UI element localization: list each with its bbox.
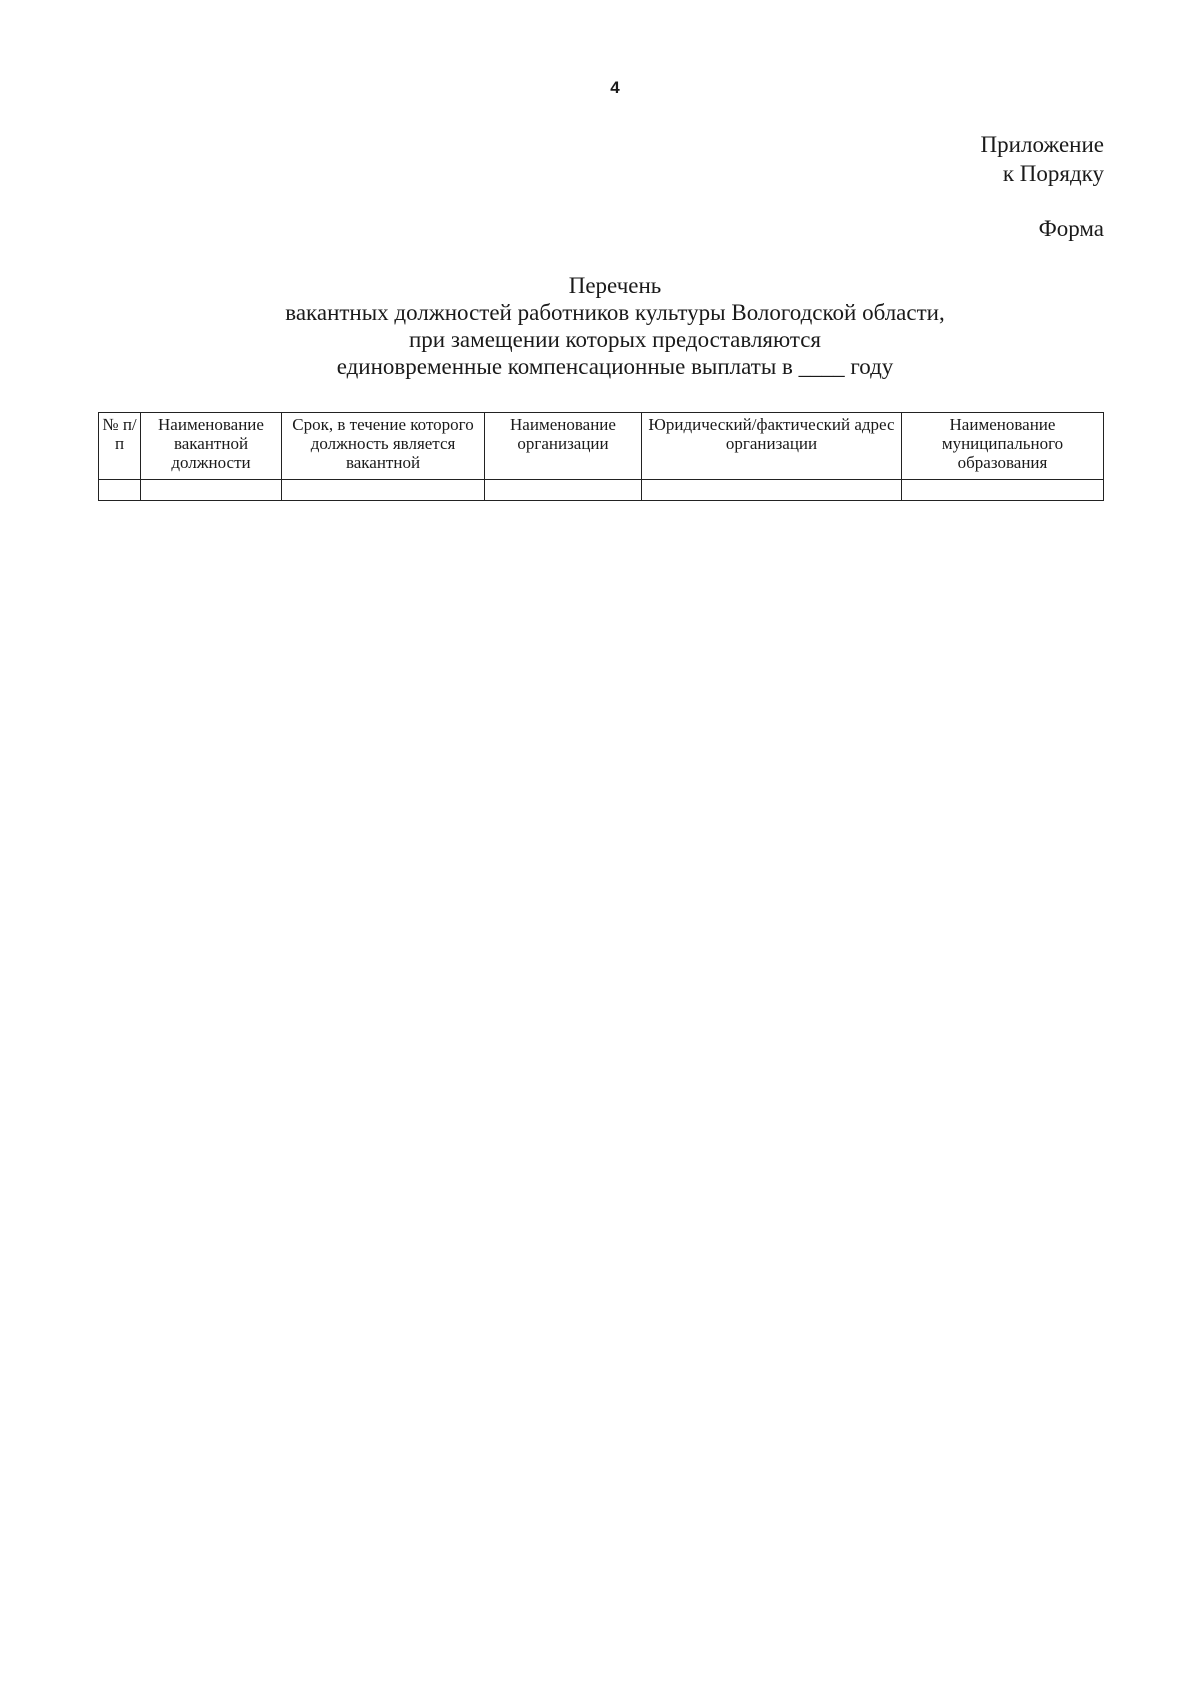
table-cell xyxy=(485,480,642,501)
table-cell xyxy=(902,480,1104,501)
table-cell xyxy=(99,480,141,501)
header-organization-address: Юридический/фактический адрес организации xyxy=(642,413,902,480)
table-row xyxy=(99,480,1104,501)
header-organization-name: Наименование организации xyxy=(485,413,642,480)
header-vacancy-period: Срок, в течение которого должность является вакантной xyxy=(282,413,485,480)
header-position-name: Наименование вакантной должности xyxy=(141,413,282,480)
header-number: № п/п xyxy=(99,413,141,480)
table-cell xyxy=(642,480,902,501)
header-municipality: Наименование муниципального образования xyxy=(902,413,1104,480)
title-line-4: единовременные компенсационные выплаты в ____ году xyxy=(336,354,894,379)
title-line-2: вакантных должностей работников культуры Вологодской области, xyxy=(285,300,945,325)
table-cell xyxy=(141,480,282,501)
vacancy-table xyxy=(98,412,1104,501)
title-line-1: Перечень xyxy=(568,273,662,298)
appendix-line-1: Приложение xyxy=(980,132,1104,157)
title-line-3: при замещении которых предоставляются xyxy=(408,327,822,352)
form-label: Форма xyxy=(1038,216,1104,241)
table-cell xyxy=(282,480,485,501)
page-number: 4 xyxy=(610,78,620,97)
table-header-row xyxy=(99,413,1104,480)
document-title xyxy=(100,272,1130,380)
appendix-line-2: к Порядку xyxy=(1002,161,1104,186)
appendix-label xyxy=(981,130,1104,188)
